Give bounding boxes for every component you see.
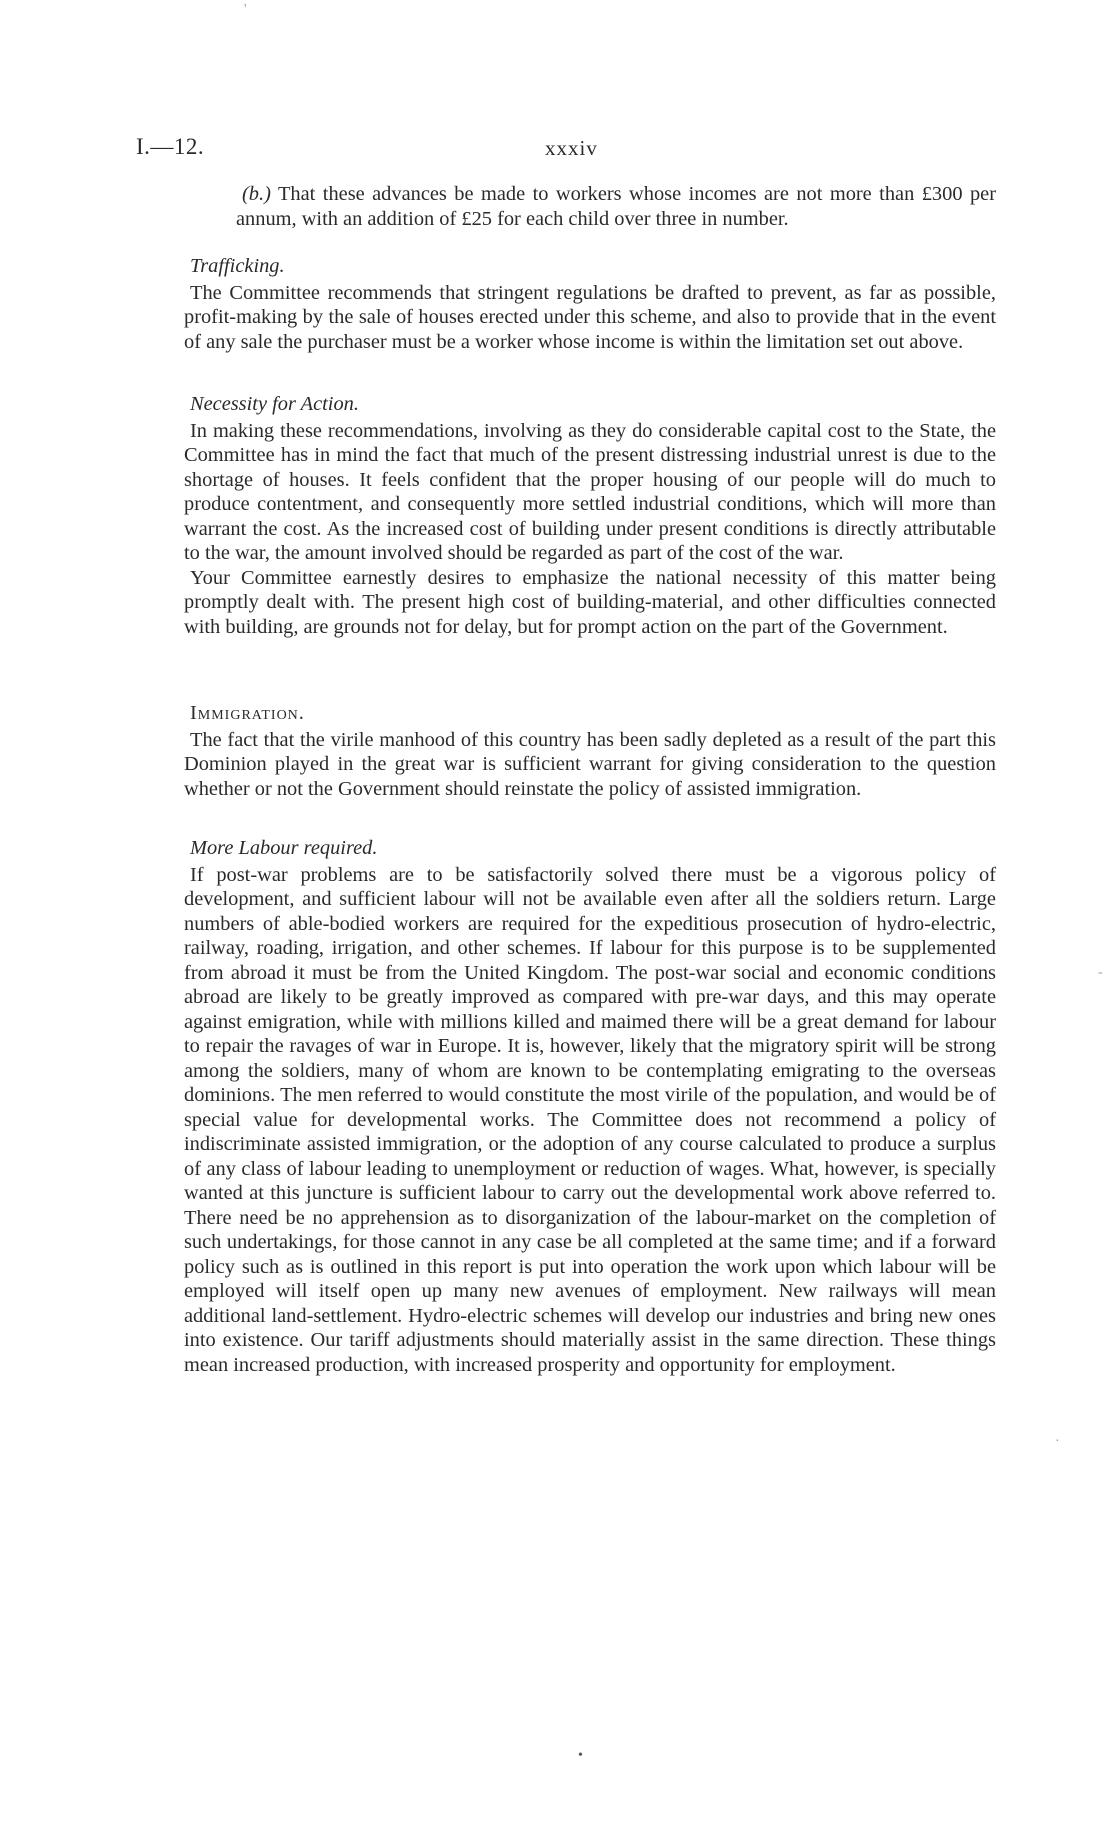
paragraph-necessity-1: In making these recommendations, involving as they do considerable capital cost to the State, the Committee has in mind the fact that much of the present distressing industrial unrest is due to the shortage of houses. It feels confident that the proper housing of our people will do much to produce contentment, and consequently more settled industrial conditions, which will more than warrant the cost. As the increased cost of building under present conditions is directly attributable to the war, the amount involved should be regarded as part of the cost of the war. — [184, 419, 996, 564]
paragraph-immigration: The fact that the virile manhood of this country has been sadly depleted as a result of the part this Dominion played in the great war is sufficient warrant for giving consideration to the question whether or not the Government should reinstate the policy of assisted immigration. — [184, 728, 996, 800]
heading-necessity-for-action: Necessity for Action. — [190, 393, 359, 415]
list-item-b — [184, 182, 996, 231]
scan-speck: ' — [244, 2, 247, 17]
heading-trafficking: Trafficking. — [190, 255, 285, 277]
page-body — [184, 182, 996, 1377]
list-item-text: That these advances be made to workers whose incomes are not more than £300 per annum, with an addition of £25 for each child over three in number. — [236, 183, 997, 230]
paragraph-necessity-2: Your Committee earnestly desires to emphasize the national necessity of this matter being promptly dealt with. The present high cost of building-material, and other difficulties connected with building, are grounds not for delay, but for prompt action on the part of the Government. — [184, 566, 996, 638]
heading-more-labour-required: More Labour required. — [190, 837, 378, 859]
paragraph-more-labour: If post-war problems are to be satisfactorily solved there must be a vigorous policy of development, and sufficient labour will not be available even after all the soldiers return. Large numbers of able-bodied workers are required for the expeditious prosecution of hydro-electric, railway, roading, irrigation, and other schemes. If labour for this purpose is to be supplemented from abroad it must be from the United Kingdom. The post-war social and economic conditions abroad are likely to be greatly improved as compared with pre-war days, and this may operate against emigration, while with millions killed and maimed there will be a great demand for labour to repair the ravages of war in Europe. It is, however, likely that the migratory spirit will be strong among the soldiers, many of whom are known to be contemplating emigrating to the overseas dominions. The men referred to would constitute the most virile of the population, and would be of special value for developmental works. The Committee does not recommend a policy of indiscriminate assisted immigration, or the adoption of any course calculated to produce a surplus of any class of labour leading to unemployment or reduction of wages. What, however, is specially wanted at this juncture is sufficient labour to carry out the developmental work above referred to. There need be no apprehension as to disorganization of the labour-market on the completion of such undertakings, for those cannot in any case be all completed at the same time; and if a forward policy such as is outlined in this report is put into operation the work upon which labour will be employed will itself open up many new avenues of employment. New railways will mean additional land-settlement. Hydro-electric schemes will develop our industries and bring new ones into existence. Our tariff adjustments should materially assist in the same direction. These things mean increased production, with increased prosperity and opportunity for employment. — [184, 863, 996, 1376]
scan-speck: - — [1098, 965, 1103, 980]
page-number: xxxiv — [545, 136, 598, 160]
scan-speck: · — [1055, 1434, 1060, 1449]
list-item-label: (b.) — [242, 183, 271, 205]
heading-immigration: Immigration. — [190, 702, 305, 724]
scan-speck: • — [578, 1748, 583, 1763]
paragraph-trafficking: The Committee recommends that stringent regulations be drafted to prevent, as far as possible, profit-making by the sale of houses erected under this scheme, and also to provide that in the event of any sale the purchaser must be a worker whose income is within the limitation set out above. — [184, 281, 996, 353]
document-reference: I.—12. — [136, 134, 205, 159]
